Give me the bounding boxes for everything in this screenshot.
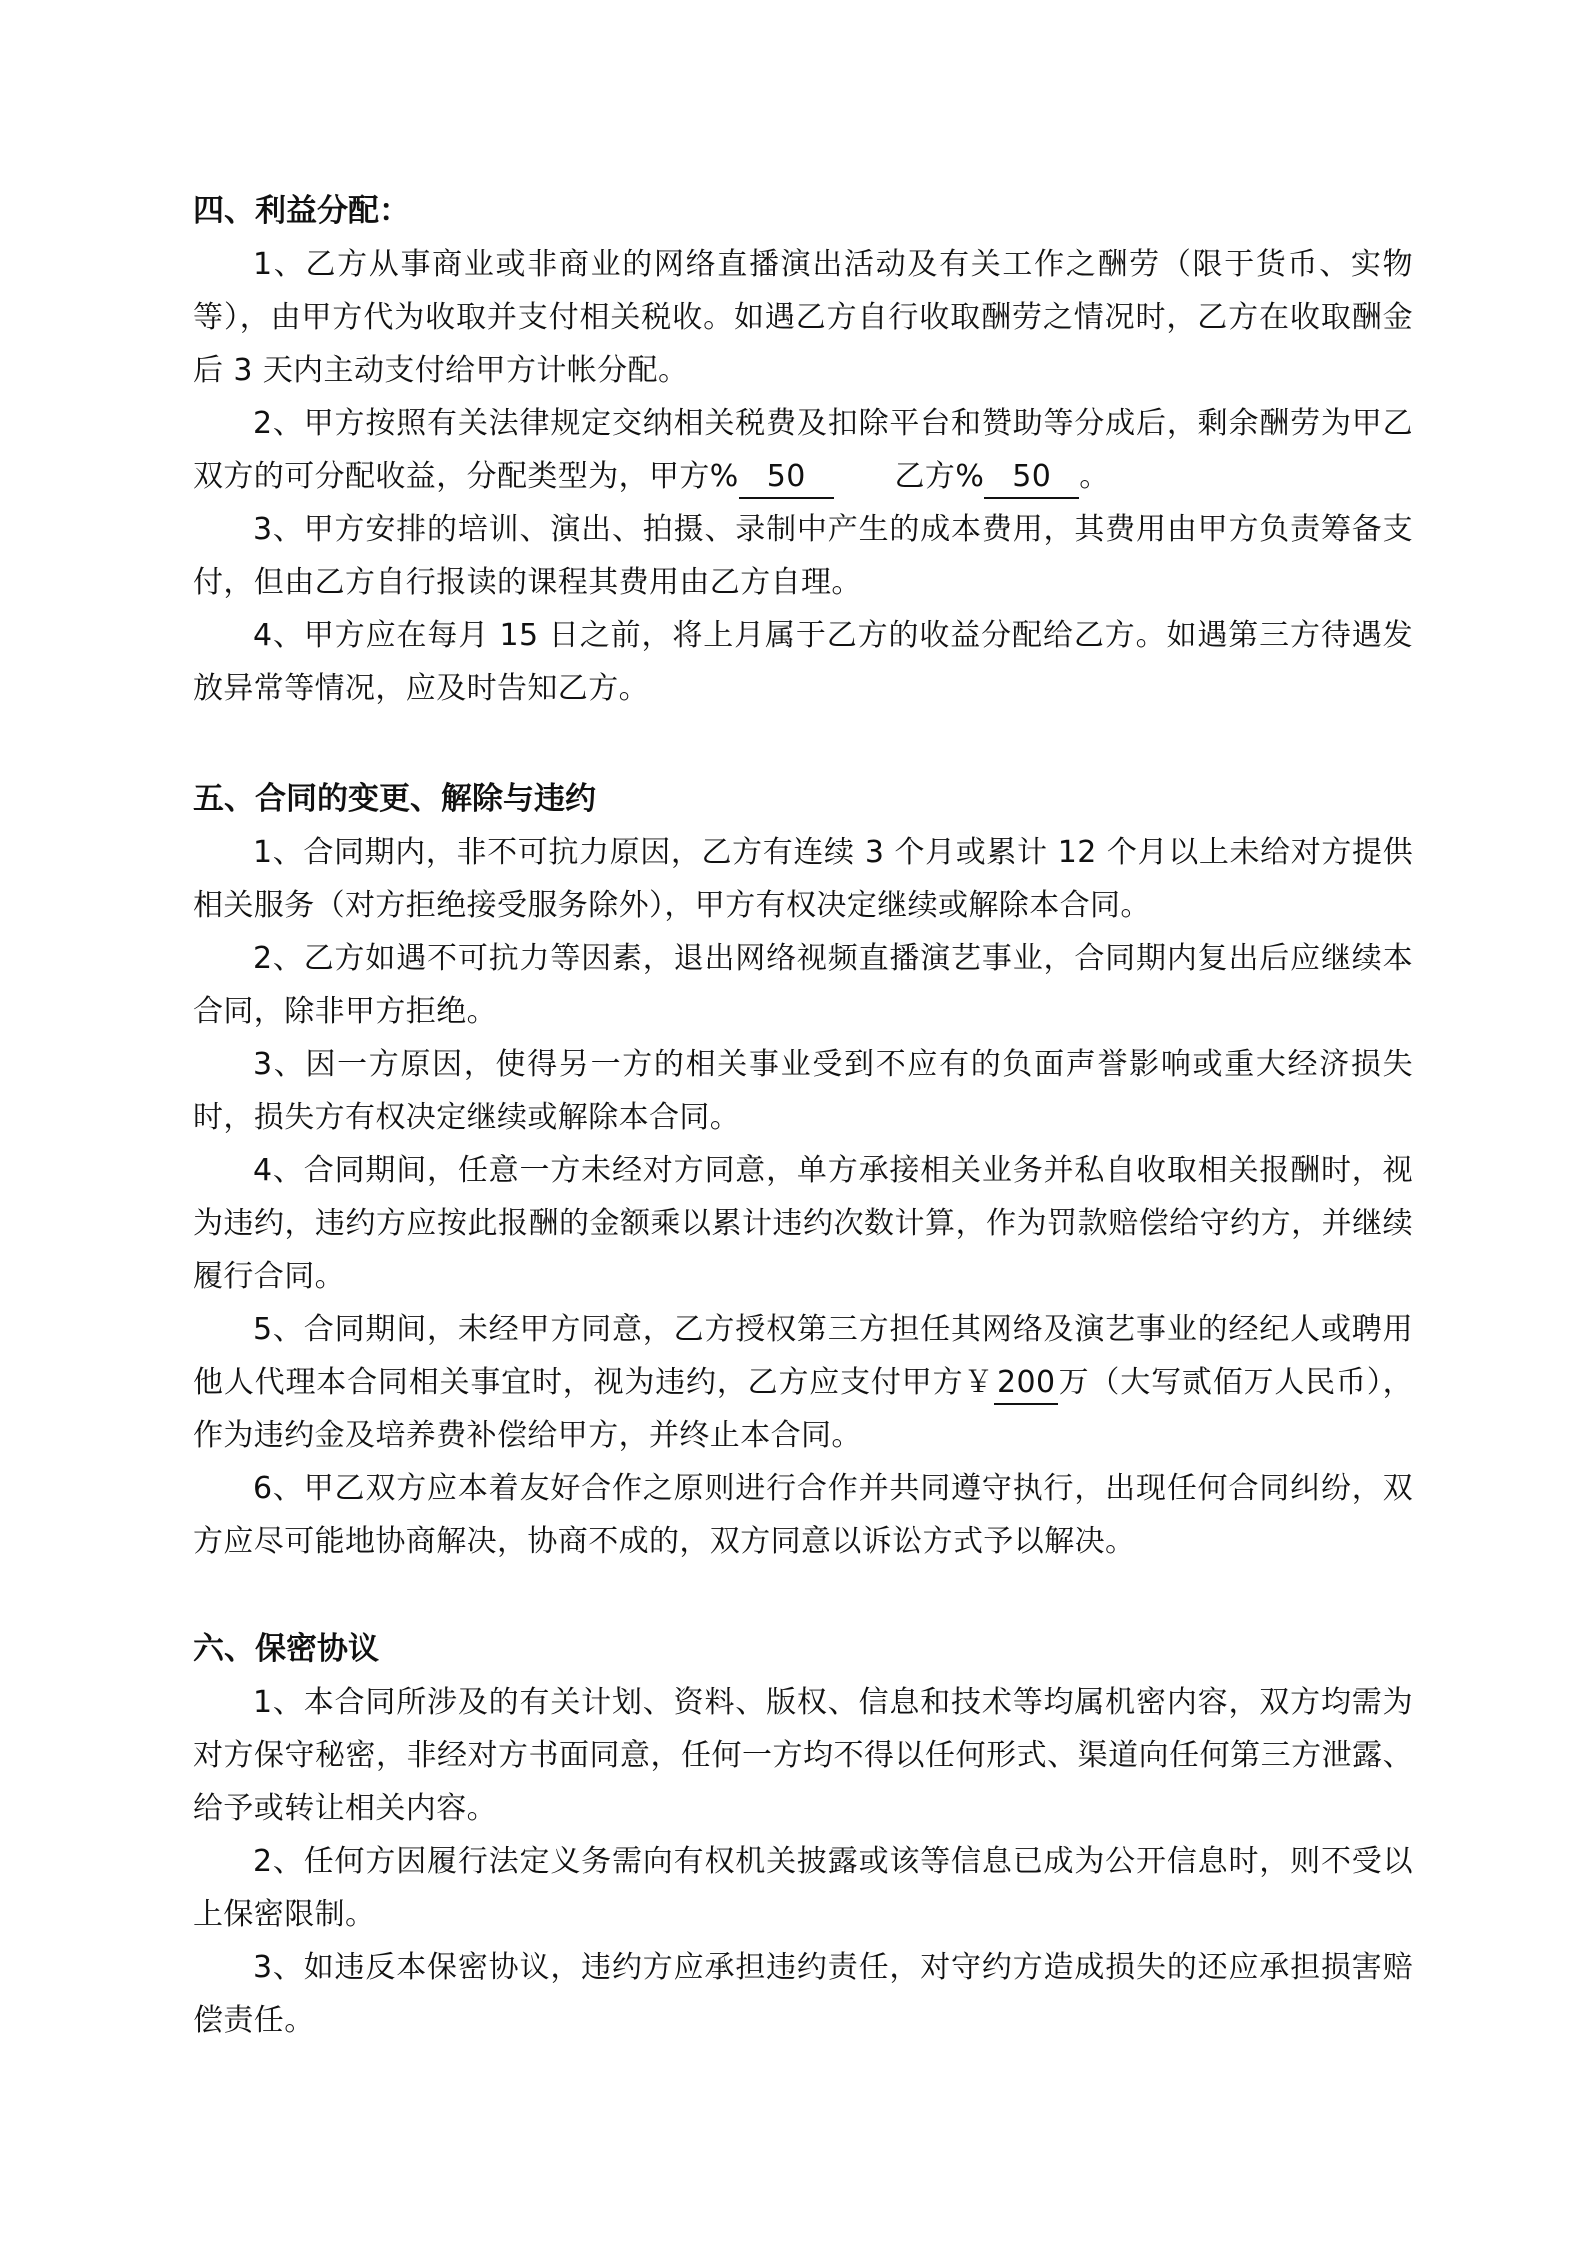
party-a-share-blank: 50 — [739, 457, 834, 499]
clause-5-6: 6、甲乙双方应本着友好合作之原则进行合作并共同遵守执行，出现任何合同纠纷，双方应尽可能地协商解决，协商不成的，双方同意以诉讼方式予以解决。 — [193, 1471, 1413, 1559]
clause-6-3: 3、如违反本保密协议，违约方应承担违约责任，对守约方造成损失的还应承担损害赔偿责任。 — [193, 1950, 1413, 2038]
clause-6-1: 1、本合同所涉及的有关计划、资料、版权、信息和技术等均属机密内容，双方均需为对方保守秘密，非经对方书面同意，任何一方均不得以任何形式、渠道向任何第三方泄露、给予或转让相关内容。 — [193, 1685, 1413, 1826]
section-spacer — [193, 1568, 1413, 1623]
clause-5-5 — [193, 1303, 1413, 1462]
clause-4-2-party-b-label: 乙方% — [894, 459, 985, 494]
section-spacer — [193, 715, 1413, 773]
clause-5-5-end: 万（大写贰佰万人民币），作为违约金及培养费补偿给甲方，并终止本合同。 — [193, 1365, 1413, 1453]
section-heading-contract-change: 五、合同的变更、解除与违约 — [193, 781, 596, 817]
clause-5-1: 1、合同期内，非不可抗力原因，乙方有连续 3 个月或累计 12 个月以上未给对方提供相关服务（对方拒绝接受服务除外），甲方有权决定继续或解除本合同。 — [193, 835, 1413, 923]
clause-4-2-text: 2、甲方按照有关法律规定交纳相关税费及扣除平台和赞助等分成后，剩余酬劳为甲乙双方的可分配收益，分配类型为，甲方% — [193, 406, 1413, 494]
penalty-amount-blank: 200 — [994, 1363, 1058, 1405]
clause-4-4: 4、甲方应在每月 15 日之前，将上月属于乙方的收益分配给乙方。如遇第三方待遇发放异常等情况，应及时告知乙方。 — [193, 618, 1413, 706]
clause-4-3: 3、甲方安排的培训、演出、拍摄、录制中产生的成本费用，其费用由甲方负责筹备支付，但由乙方自行报读的课程其费用由乙方自理。 — [193, 512, 1413, 600]
clause-5-3: 3、因一方原因，使得另一方的相关事业受到不应有的负面声誉影响或重大经济损失时，损失方有权决定继续或解除本合同。 — [193, 1047, 1413, 1135]
clause-4-2-end: 。 — [1079, 459, 1110, 494]
clause-5-5-text: 5、合同期间，未经甲方同意，乙方授权第三方担任其网络及演艺事业的经纪人或聘用他人代理本合同相关事宜时，视为违约，乙方应支付甲方￥ — [193, 1312, 1413, 1400]
clause-4-2 — [193, 397, 1413, 503]
party-b-share-blank: 50 — [984, 457, 1079, 499]
clause-4-1: 1、乙方从事商业或非商业的网络直播演出活动及有关工作之酬劳（限于货币、实物等），由甲方代为收取并支付相关税收。如遇乙方自行收取酬劳之情况时，乙方在收取酬金后 3 天内主动支付给甲方计帐分配。 — [193, 247, 1413, 388]
section-heading-confidentiality: 六、保密协议 — [193, 1631, 379, 1667]
clause-5-4: 4、合同期间，任意一方未经对方同意，单方承接相关业务并私自收取相关报酬时，视为违约，违约方应按此报酬的金额乘以累计违约次数计算，作为罚款赔偿给守约方，并继续履行合同。 — [193, 1153, 1413, 1294]
clause-5-2: 2、乙方如遇不可抗力等因素，退出网络视频直播演艺事业，合同期内复出后应继续本合同，除非甲方拒绝。 — [193, 941, 1413, 1029]
section-heading-profit-distribution: 四、利益分配： — [193, 193, 410, 229]
document-body — [193, 185, 1413, 2047]
clause-6-2: 2、任何方因履行法定义务需向有权机关披露或该等信息已成为公开信息时，则不受以上保密限制。 — [193, 1844, 1413, 1932]
